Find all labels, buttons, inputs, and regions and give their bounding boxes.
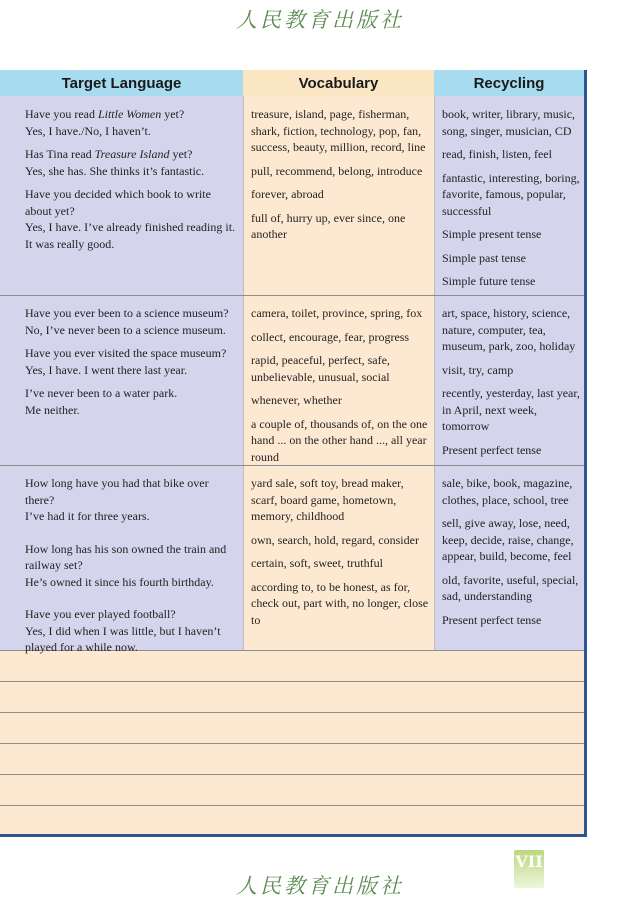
column-divider [243, 96, 244, 650]
row2-recycling [442, 305, 582, 465]
question-text: How long has his son owned the train and railway set? [25, 541, 227, 572]
vocab-group: own, search, hold, regard, consider [251, 532, 419, 547]
sentence-pair [25, 186, 240, 252]
vocab-group: yard sale, soft toy, bread maker, scarf, board game, hometown, memory, childhood [251, 476, 404, 523]
vocab-group: a couple of, thousands of, on the one hand ... on the other hand ..., all year round [251, 416, 428, 464]
recycling-group: sell, give away, lose, need, keep, decide, raise, change, appear, build, become, feel [442, 516, 574, 563]
sentence-pair [25, 541, 240, 591]
vocab-group: certain, soft, sweet, truthful [251, 556, 383, 570]
row2-vocabulary [251, 305, 431, 472]
recycling-group: Present perfect tense [442, 442, 542, 457]
question-text: I’ve never been to a water park. [25, 386, 178, 400]
vocab-group: rapid, peaceful, perfect, safe, unbelievable, unusual, social [251, 353, 390, 384]
recycling-group: old, favorite, useful, special, sad, understanding [442, 572, 579, 603]
header-vocabulary: Vocabulary [243, 70, 434, 96]
question-text: Have you ever been to a science museum? [25, 306, 229, 320]
recycling-group: Present perfect tense [442, 612, 542, 627]
recycling-group: read, finish, listen, feel [442, 147, 552, 161]
vocab-group: whenever, whether [251, 393, 342, 407]
answer-text: Me neither. [25, 402, 80, 417]
recycling-group: visit, try, camp [442, 362, 514, 377]
question-text: Have you ever played football? [25, 607, 176, 621]
recycling-group: art, space, history, science, nature, computer, tea, museum, park, zoo, holiday [442, 306, 576, 353]
summary-table [0, 70, 587, 837]
book-title: Treasure Island [94, 147, 170, 161]
row3-vocabulary [251, 475, 431, 635]
row2-target-language [25, 305, 240, 425]
question-text: yet? [169, 147, 193, 161]
vocab-group: camera, toilet, province, spring, fox [251, 306, 423, 320]
sentence-pair [25, 606, 240, 656]
vocab-group: according to, to be honest, as for, check out, part with, no longer, close to [251, 579, 429, 627]
blank-row-line [0, 774, 584, 775]
vocab-group: pull, recommend, belong, introduce [251, 163, 423, 178]
question-text: Have you decided which book to write about yet? [25, 187, 211, 218]
header-target-language: Target Language [0, 70, 243, 96]
vocab-group: treasure, island, page, fisherman, shark, fiction, technology, pop, fan, success, beauty, million, record, line [251, 107, 426, 154]
recycling-group: sale, bike, book, magazine, clothes, place, school, tree [442, 476, 573, 507]
answer-text: Yes, I have./No, I haven’t. [25, 123, 151, 138]
answer-text: He’s owned it since his fourth birthday. [25, 574, 214, 589]
answer-text: I’ve had it for three years. [25, 509, 150, 523]
row3-target-language [25, 475, 240, 663]
recycling-group: recently, yesterday, last year, in April, next week, tomorrow [442, 386, 580, 433]
answer-text: Yes, I did when I was little, but I haven’t played for a while now. [25, 623, 221, 654]
page-number-badge: VII [514, 850, 544, 888]
sentence-pair [25, 106, 240, 139]
vocab-group: forever, abroad [251, 187, 324, 201]
blank-row-line [0, 743, 584, 744]
recycling-group: Simple future tense [442, 274, 536, 288]
blank-row-line [0, 805, 584, 806]
vocab-group: collect, encourage, fear, progress [251, 329, 410, 344]
question-text: Have you read [25, 107, 98, 121]
publisher-logo-top: 人民教育出版社 [236, 8, 404, 32]
answer-text: No, I’ve never been to a science museum. [25, 322, 226, 337]
sentence-pair [25, 146, 240, 179]
row1-vocabulary [251, 106, 431, 250]
recycling-group: book, writer, library, music, song, singer, musician, CD [442, 107, 576, 138]
sentence-pair [25, 385, 240, 418]
publisher-logo-bottom: 人民教育出版社 [236, 874, 404, 898]
vocab-group: full of, hurry up, ever since, one another [251, 210, 406, 241]
sentence-pair [25, 305, 240, 338]
answer-text: Yes, she has. She thinks it’s fantastic. [25, 163, 205, 178]
sentence-pair [25, 475, 240, 525]
blank-row-line [0, 712, 584, 713]
row1-recycling [442, 106, 582, 297]
recycling-group: Simple present tense [442, 227, 542, 241]
sentence-pair [25, 345, 240, 378]
column-divider [434, 96, 435, 650]
book-title: Little Women [97, 107, 162, 121]
blank-rows-area [0, 650, 584, 834]
row1-target-language [25, 106, 240, 259]
header-recycling: Recycling [434, 70, 584, 96]
recycling-group: Simple past tense [442, 250, 526, 265]
blank-row-line [0, 681, 584, 682]
question-text: Have you ever visited the space museum? [25, 346, 227, 360]
question-text: yet? [161, 107, 185, 121]
question-text: How long have you had that bike over there? [25, 476, 209, 507]
row3-recycling [442, 475, 582, 635]
answer-text: Yes, I have. I went there last year. [25, 362, 188, 377]
answer-text: Yes, I have. I’ve already finished reading it. It was really good. [25, 220, 236, 251]
recycling-group: fantastic, interesting, boring, favorite, famous, popular, successful [442, 170, 580, 218]
question-text: Has Tina read [25, 147, 95, 161]
